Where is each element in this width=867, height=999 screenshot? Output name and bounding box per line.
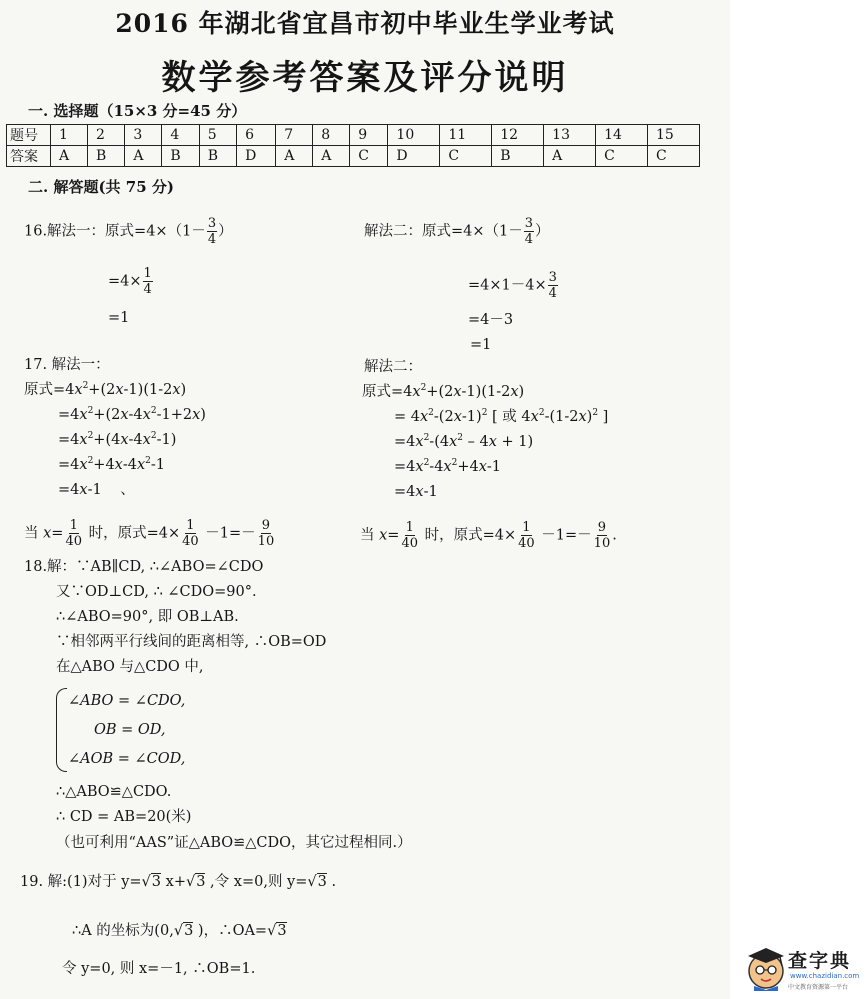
sqrt-sign: √ [173,923,184,939]
answer-cell: A [276,146,313,167]
q18-conclusion: ∴△ABO≌△CDO. [56,784,172,800]
question-number-cell: 13 [544,125,596,146]
logo-url: www.chazidian.com [790,972,860,980]
text: 时，原式=4× [420,527,517,544]
fraction-numerator: 1 [186,518,195,533]
exam-title: 2016 年湖北省宜昌市初中毕业生学业考试 [115,9,615,38]
q18-conclusion: （也可利用“AAS”证△ABO≌△CDO，其它过程相同.） [56,835,412,851]
sqrt-sign: √ [141,874,151,890]
q16-m2-step3: =1 [470,337,492,353]
fraction-numerator: 1 [522,520,531,535]
q18-line: ∴∠ABO=90°, 即 OB⊥AB. [56,609,239,625]
q19-line-1 [20,873,336,891]
text: －1=－ [200,525,256,542]
fraction [400,520,419,551]
answer-cell: A [125,146,162,167]
q16-m1-step2: =1 [108,310,130,326]
q17-m1-evaluate: 当 x= $\frac{1}{40}$ 时，原式=4× $\frac{1}{40}$ －1=－ $\frac{9}{10}$ [24,518,275,549]
answer-cell: B [88,146,125,167]
q18-system-line: ∠ABO = ∠CDO, [68,693,186,709]
fraction [64,518,83,549]
fraction-numerator: 3 [548,270,557,285]
fraction [524,216,534,247]
fraction-numerator: 1 [405,520,414,535]
fraction [548,270,558,301]
row-label: 答案 [7,146,51,167]
fraction [593,520,612,551]
question-number-cell: 4 [162,125,199,146]
fraction-denominator: 4 [207,232,217,247]
answer-row [7,146,700,167]
sqrt-sign: √ [185,874,196,890]
document-subtitle: 数学参考答案及评分说明 [161,58,569,98]
text: ∴A 的坐标为(0, [72,923,174,939]
fraction-denominator: 40 [401,536,418,551]
q17-m2-line: $=4x^2-(4x^2 - 4x + 1)$ [394,433,534,450]
equation-system-brace [56,688,67,772]
answer-cell: A [544,146,596,167]
text: －1=－ [536,527,592,544]
sqrt-sign: √ [267,923,277,939]
answer-cell: B [199,146,236,167]
answer-cell: A [313,146,350,167]
q17-m2-evaluate: 当 x= $\frac{1}{40}$ 时，原式=4× $\frac{1}{40}$ －1=－ $\frac{9}{10}$ . [360,520,617,551]
fraction-denominator: 40 [182,534,199,549]
question-number-cell: 8 [313,125,350,146]
q17-m1-line: $=4x^2+(4x-4x^2-1)$ [58,431,177,448]
fraction-denominator: 4 [143,282,152,297]
q16-m2-step1 [468,270,559,301]
question-number-cell: 1 [51,125,88,146]
question-number-cell: 11 [440,125,492,146]
answer-cell: C [350,146,388,167]
text: 当 [360,527,380,544]
q16-m1-step1 [108,266,154,297]
q18-line: 18.解：∵AB∥CD, ∴∠ABO=∠CDO [24,559,264,575]
q16-m2-label: 解法二：原式=4×（1－ [364,223,523,240]
fraction-denominator: 10 [593,536,611,551]
fraction [207,216,217,247]
answer-cell: D [388,146,440,167]
radicand: 3 [184,923,194,939]
fraction-denominator: 40 [65,534,82,549]
q18-system-line: ∠AOB = ∠COD, [68,751,186,767]
fraction-denominator: 10 [257,534,275,549]
q16-method1-line [24,216,233,247]
q16-close-paren: ） [218,223,233,240]
question-number-cell: 7 [276,125,313,146]
q18-line: ∵相邻两平行线间的距离相等, ∴OB=OD [56,634,327,650]
answer-table [6,124,700,167]
question-number-cell: 10 [388,125,440,146]
question-number-cell: 6 [237,125,276,146]
q17-m2-line: =4x-1 [394,484,438,500]
chazidian-watermark [740,942,858,996]
text: . [612,527,617,544]
question-number-cell: 14 [596,125,648,146]
section-1-heading: 一. 选择题（15×3 分=45 分） [28,102,247,120]
q16-close-paren: ） [535,223,550,240]
radicand: 3 [196,874,206,890]
radicand: 3 [151,874,162,890]
text: 当 [24,525,44,542]
answer-cell: C [596,146,648,167]
question-number-cell: 5 [199,125,236,146]
answer-cell: B [162,146,199,167]
graduate-mascot-icon [744,944,788,992]
fraction [181,518,200,549]
question-number-row [7,125,700,146]
q16-m2-step1-text: =4×1－4× [468,277,547,294]
q18-line: 又∵OD⊥CD, ∴ ∠CDO=90°. [56,584,257,600]
question-number-cell: 2 [88,125,125,146]
q18-line: 在△ABO 与△CDO 中, [56,659,204,675]
q16-method2-line [364,216,550,247]
fraction-denominator: 40 [518,536,535,551]
q17-m2-line: $=4x^2-4x^2+4x-1$ [394,458,502,475]
q18-conclusion: ∴ CD = AB=20(米) [56,809,192,825]
radicand: 3 [317,874,327,890]
q16-m2-step2: =4－3 [468,312,514,328]
logo-title: 查字典 [788,950,852,972]
question-number-cell: 12 [492,125,544,146]
answer-cell: B [492,146,544,167]
q17-m1-title: 17. 解法一： [24,357,110,373]
fraction [143,266,153,297]
fraction-numerator: 1 [69,518,78,533]
answer-cell: C [440,146,492,167]
fraction-denominator: 4 [524,232,534,247]
fraction-numerator: 9 [261,518,271,533]
q17-m1-line: =4x-1 、 [58,482,135,498]
q17-m2-line: 原式$=4x^2+(2x-1)(1-2x)$ [362,383,525,400]
q17-m1-line: $=4x^2+4x-4x^2-1$ [58,456,166,473]
fraction [257,518,276,549]
stray-mark: 、 [120,482,135,498]
q17-m2-title: 解法二： [364,359,422,375]
text: 时，原式=4× [84,525,181,542]
answer-cell: D [237,146,276,167]
fraction-numerator: 3 [524,216,534,231]
fraction [517,520,536,551]
right-margin [730,0,867,999]
q16-m1-label: 16.解法一：原式=4×（1－ [24,223,206,240]
q17-m1-line: 原式$=4x^2+(2x-1)(1-2x)$ [24,381,187,398]
q17-m2-line: = $4x^2-(2x-1)^2$ [ 或 $4x^2-(1-2x)^2$ ] [394,408,609,425]
text: ,令 x=0,则 y= [205,874,308,890]
q16-m1-step1-text: =4× [108,273,142,290]
question-number-cell: 3 [125,125,162,146]
q19-line-2 [72,922,287,940]
radicand: 3 [277,923,287,939]
row-label: 题号 [7,125,51,146]
answer-cell: A [51,146,88,167]
fraction-numerator: 3 [207,216,217,231]
q17-m1-line: $=4x^2+(2x-4x^2-1+2x)$ [58,406,206,423]
text: )，∴OA= [193,923,268,939]
fraction-denominator: 4 [548,286,557,301]
q18-system-line: OB = OD, [94,722,166,738]
text: x+ [161,874,186,890]
fraction-numerator: 9 [597,520,607,535]
answer-cell: C [648,146,700,167]
logo-slogan: 中文教育资源第一平台 [788,984,849,991]
q19-line-3: 令 y=0, 则 x=－1, ∴OB=1. [62,961,256,977]
fraction-numerator: 1 [143,266,152,281]
question-number-cell: 9 [350,125,388,146]
question-number-cell: 15 [648,125,700,146]
section-2-heading: 二. 解答题(共 75 分) [28,178,174,196]
sqrt-sign: √ [307,874,317,890]
text: . [326,874,337,890]
text: 19. 解:(1)对于 y= [20,874,142,890]
